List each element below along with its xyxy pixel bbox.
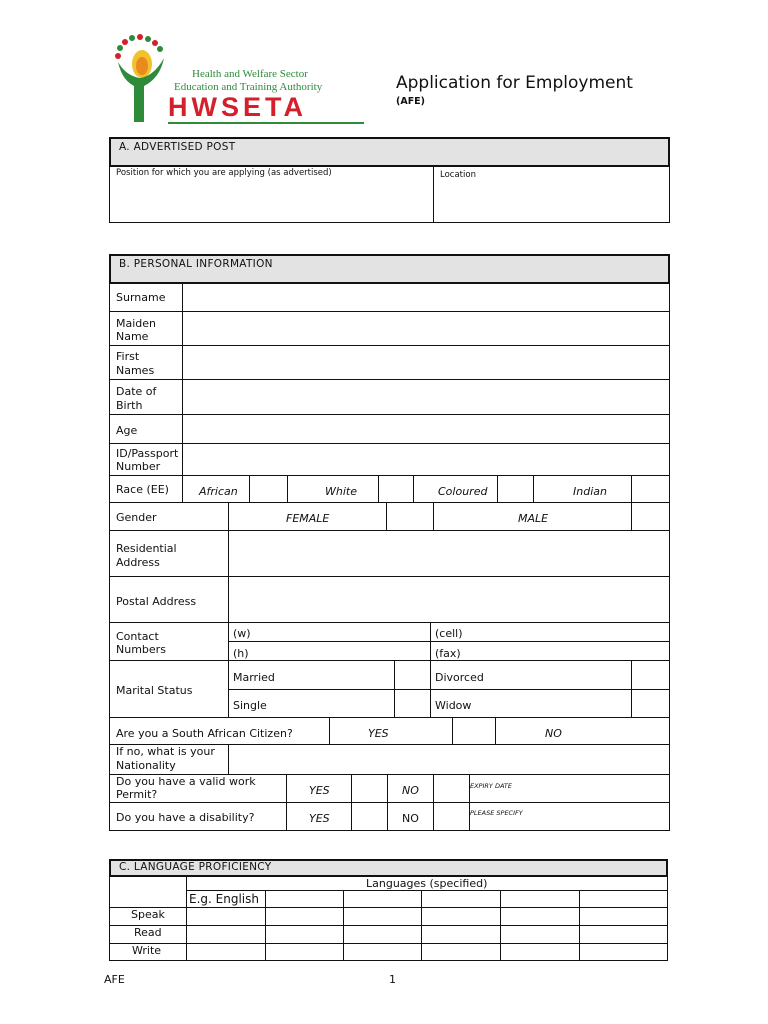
footer-doc-code: AFE [104, 973, 125, 986]
first-names-field[interactable] [183, 346, 669, 379]
race-indian-box[interactable] [632, 476, 669, 502]
disability-yes-box[interactable] [352, 803, 387, 830]
gender-female-box[interactable] [387, 503, 433, 530]
section-b-header [109, 254, 670, 284]
id-field[interactable] [183, 444, 669, 475]
language-example[interactable]: E.g. English [189, 892, 259, 906]
dob-label-1: Date of [116, 385, 157, 398]
residential-label-2: Address [116, 556, 160, 569]
personal-info-table [109, 283, 670, 831]
race-african-box[interactable] [250, 476, 287, 502]
permit-label-1: Do you have a valid work [116, 775, 256, 788]
age-field[interactable] [183, 415, 669, 443]
disability-yes: YES [309, 812, 330, 825]
phone-home-label[interactable]: (h) [233, 647, 249, 660]
language-table [109, 876, 668, 961]
permit-yes: YES [309, 784, 330, 797]
maiden-name-field[interactable] [183, 312, 669, 345]
race-white: White [325, 485, 357, 498]
permit-no: NO [402, 784, 419, 797]
logo-underline [168, 122, 364, 124]
expiry-date-label: EXPIRY DATE [470, 782, 513, 790]
dob-label-2: Birth [116, 399, 143, 412]
section-b-title: B. PERSONAL INFORMATION [119, 258, 273, 270]
row-read: Read [134, 926, 162, 939]
marital-single-box[interactable] [395, 690, 430, 717]
location-field[interactable] [433, 166, 670, 223]
gender-female: FEMALE [286, 512, 330, 525]
race-coloured: Coloured [438, 485, 488, 498]
org-line2: Education and Training Authority [174, 81, 323, 93]
maiden-name-label-2: Name [116, 330, 149, 343]
expiry-date-field[interactable] [470, 775, 669, 802]
footer-page-number: 1 [389, 973, 396, 986]
marital-widow: Widow [435, 699, 472, 712]
section-c-header [109, 859, 668, 877]
age-label: Age [116, 424, 138, 437]
marital-widow-box[interactable] [632, 690, 669, 717]
marital-single: Single [233, 699, 267, 712]
phone-cell-label[interactable]: (cell) [435, 627, 463, 640]
marital-label: Marital Status [116, 684, 193, 697]
citizen-yes-box[interactable] [453, 718, 495, 744]
first-names-label-2: Names [116, 364, 155, 377]
disability-no-box[interactable] [434, 803, 469, 830]
citizen-no: NO [545, 727, 562, 740]
race-white-box[interactable] [379, 476, 413, 502]
citizen-label: Are you a South African Citizen? [116, 727, 293, 740]
section-a-title: A. ADVERTISED POST [119, 141, 236, 153]
disability-no: NO [402, 812, 419, 825]
citizen-no-box[interactable] [496, 718, 669, 744]
race-label: Race (EE) [116, 483, 169, 496]
position-label: Position for which you are applying (as advertised) [116, 168, 332, 178]
marital-divorced-box[interactable] [632, 661, 669, 689]
id-label-1: ID/Passport [116, 447, 179, 460]
org-name: HWSETA [168, 92, 307, 122]
dob-field[interactable] [183, 380, 669, 414]
surname-label: Surname [116, 291, 166, 304]
race-coloured-box[interactable] [498, 476, 533, 502]
surname-field[interactable] [183, 284, 669, 311]
position-field[interactable] [109, 166, 434, 223]
page-title: Application for Employment [396, 73, 633, 93]
disability-specify-field[interactable] [470, 803, 669, 830]
page-subtitle: (AFE) [396, 96, 426, 107]
hwseta-emblem-icon [110, 34, 170, 124]
nationality-label-2: Nationality [116, 759, 176, 772]
contact-label-2: Numbers [116, 643, 166, 656]
row-speak: Speak [131, 908, 165, 921]
gender-label: Gender [116, 511, 157, 524]
permit-label-2: Permit? [116, 788, 158, 801]
gender-male-box[interactable] [632, 503, 669, 530]
maiden-name-label-1: Maiden [116, 317, 157, 330]
section-c-title: C. LANGUAGE PROFICIENCY [119, 861, 272, 873]
id-label-2: Number [116, 460, 161, 473]
marital-divorced: Divorced [435, 671, 484, 684]
please-specify-label: PLEASE SPECIFY [470, 809, 523, 817]
marital-married: Married [233, 671, 275, 684]
fax-label[interactable]: (fax) [435, 647, 461, 660]
contact-label-1: Contact [116, 630, 159, 643]
section-a-header [109, 137, 670, 167]
disability-label: Do you have a disability? [116, 811, 255, 824]
residential-address-field[interactable] [229, 531, 669, 576]
languages-header: Languages (specified) [366, 877, 488, 890]
permit-no-box[interactable] [434, 775, 469, 802]
marital-married-box[interactable] [395, 661, 430, 689]
residential-label-1: Residential [116, 542, 177, 555]
hwseta-logo [110, 34, 370, 124]
row-write: Write [132, 944, 162, 957]
nationality-label-1: If no, what is your [116, 745, 215, 758]
citizen-yes: YES [368, 727, 389, 740]
phone-work-label[interactable]: (w) [233, 627, 251, 640]
race-african: African [199, 485, 238, 498]
race-indian: Indian [573, 485, 607, 498]
postal-address-field[interactable] [229, 577, 669, 622]
org-line1: Health and Welfare Sector [192, 68, 308, 80]
location-label: Location [440, 170, 476, 180]
postal-label: Postal Address [116, 595, 197, 608]
permit-yes-box[interactable] [352, 775, 387, 802]
nationality-field[interactable] [229, 745, 669, 774]
first-names-label-1: First [116, 350, 140, 363]
gender-male: MALE [518, 512, 549, 525]
